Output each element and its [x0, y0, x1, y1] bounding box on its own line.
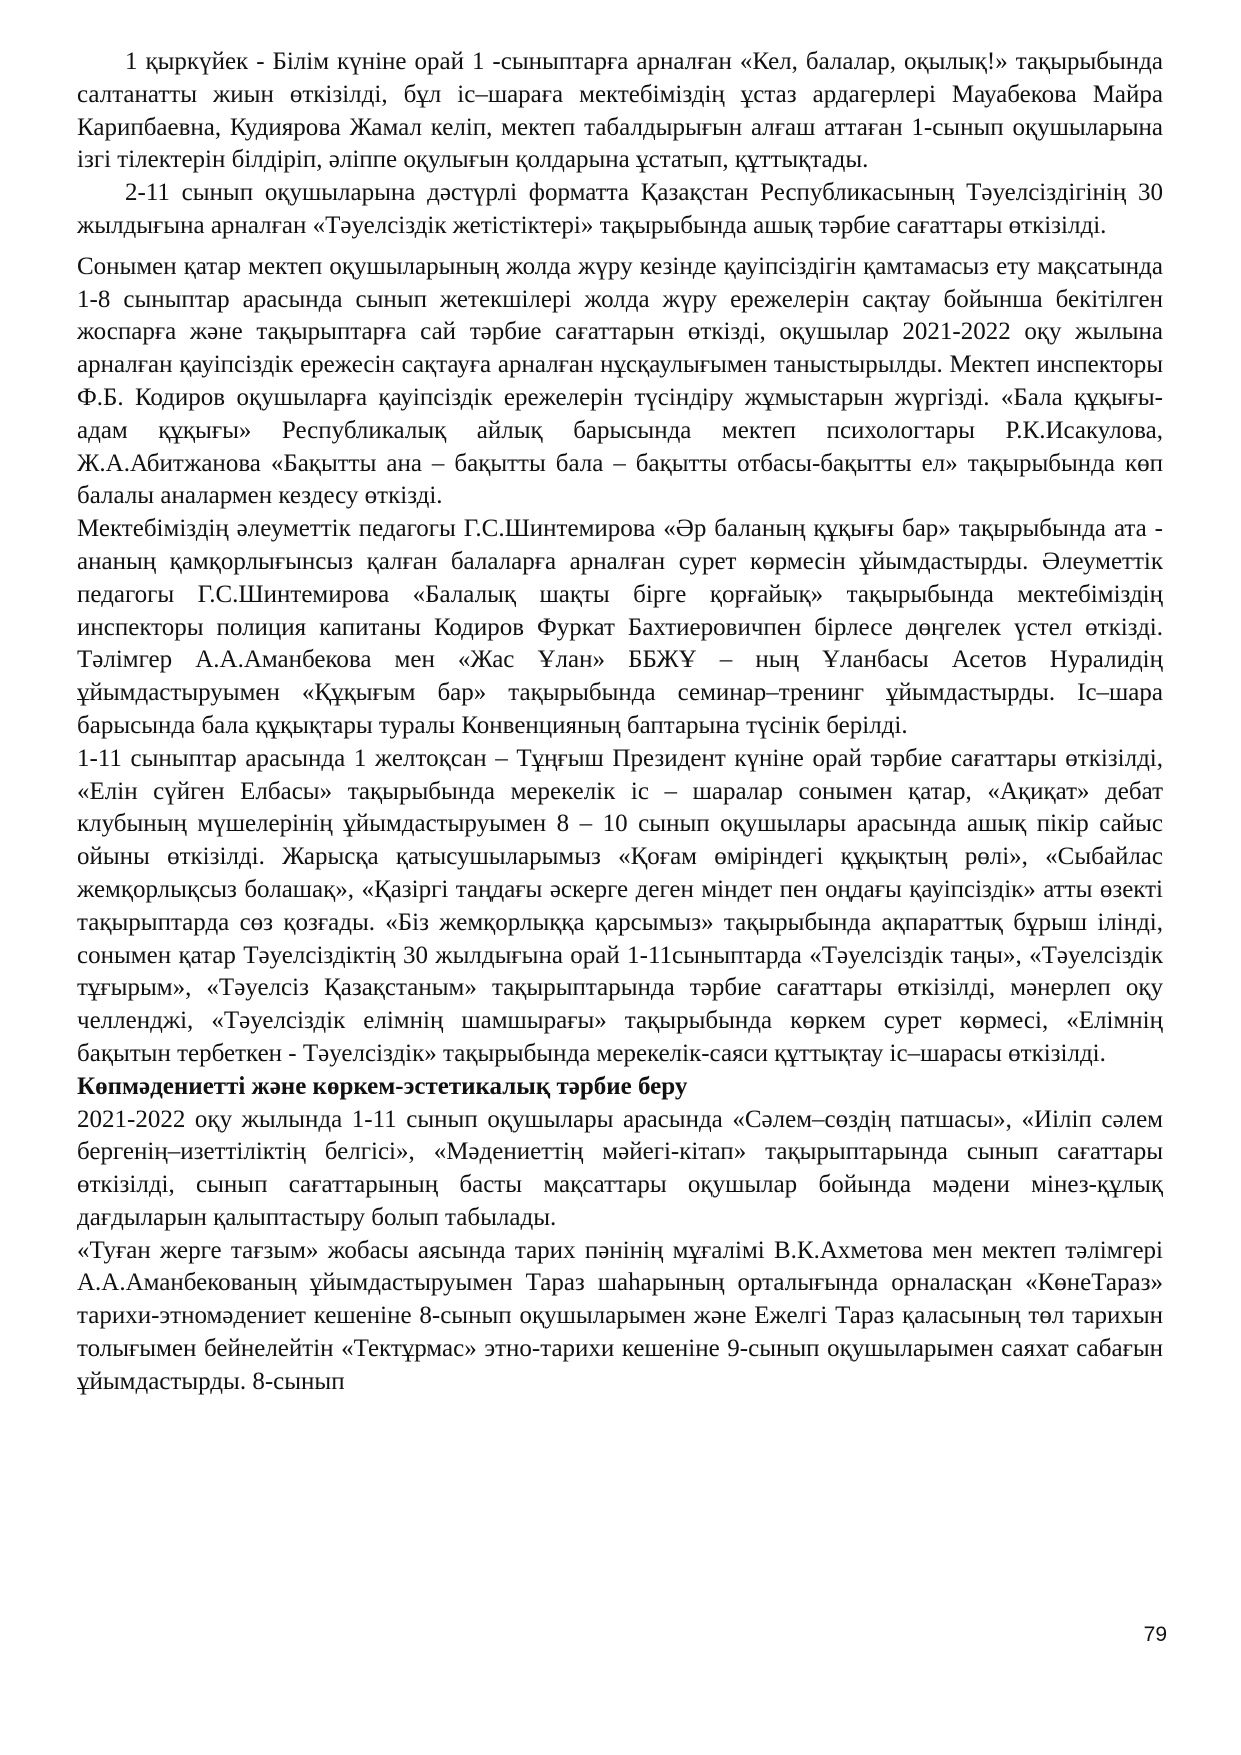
paragraph-class-hours: 2021-2022 оқу жылында 1-11 сынып оқушылары арасында «Сәлем–сөздің патшасы», «Иіліп сәлем бергенің–изеттіліктің белгісі», «Мәдениеттің мәйегі-кітап» тақырыптарында сынып сағаттары өткізілді, сынып сағаттарының басты мақсаттары оқушылар бойында мәдени мінез-құлық дағдыларын қалыптастыру болып табылады. [77, 1105, 1163, 1231]
paragraph-independence-lessons: 2-11 сынып оқушыларына дәстүрлі форматта Қазақстан Республикасының Тәуелсіздігінің 30 жылдығына арналған «Тәуелсіздік жетістіктері» тақырыбында ашық тәрбие сағаттары өткізілді. [77, 179, 1163, 239]
paragraph-road-safety: Сонымен қатар мектеп оқушыларының жолда жүру кезінде қауіпсіздігін қамтамасыз ету мақсатында 1-8 сыныптар арасында сынып жетекшілері жолда жүру ережелерін сақтау бойынша бекітілген жоспарға және тақырыптарға сай тәрбие сағаттарын өткізді, оқушылар 2021-2022 оқу жылына арналған қауіпсіздік ережесін сақтауға арналған нұсқаулығымен таныстырылды. Мектеп инспекторы Ф.Б. Кодиров оқушыларға қауіпсіздік ережелерін түсіндіру жұмыстарын жүргізді. «Бала құқығы-адам құқығы» Республикалық айлық барысында мектеп психологтары Р.К.Исакулова, Ж.А.Абитжанова «Бақытты ана – бақытты бала – бақытты отбасы-бақытты ел» тақырыбында көп балалы аналармен кездесу өткізді. [77, 252, 1163, 510]
page-number: 79 [1143, 1623, 1167, 1646]
paragraph-president-day: 1-11 сыныптар арасында 1 желтоқсан – Тұңғыш Президент күніне орай тәрбие сағаттары өткізілді, «Елін сүйген Елбасы» тақырыбында мерекелік іс – шаралар сонымен қатар, «Ақиқат» дебат клубының мүшелерінің ұйымдастыруымен 8 – 10 сынып оқушылары арасында ашық пікір сайыс ойыны өткізілді. Жарысқа қатысушыларымыз «Қоғам өміріндегі құқықтың рөлі», «Сыбайлас жемқорлықсыз болашақ», «Қазіргі таңдағы әскерге деген міндет пен оңдағы қауіпсіздік» атты өзекті тақырыптарда сөз қозғады. «Біз жемқорлыққа қарсымыз» тақырыбында ақпараттық бұрыш ілінді, сонымен қатар Тәуелсіздіктің 30 жылдығына орай 1-11сыныптарда «Тәуелсіздік таңы», «Тәуелсіздік тұғырым», «Тәуелсіз Қазақстаным» тақырыптарында тәрбие сағаттары өткізілді, мәнерлеп оқу челленджі, «Тәуелсіздік елімнің шамшырағы» тақырыбында көркем сурет көрмесі, «Елімнің бақытын тербеткен - Тәуелсіздік» тақырыбында мерекелік-саяси құттықтау іс–шарасы өткізілді. [77, 744, 1163, 1067]
section-heading: Көпмәдениетті және көркем-эстетикалық тәрбие беру [77, 1072, 688, 1100]
paragraph-child-rights: Мектебіміздің әлеуметтік педагогы Г.С.Шинтемирова «Әр баланың құқығы бар» тақырыбында ата - ананың қамқорлығынсыз қалған балаларға арналған сурет көрмесін ұйымдастырды. Әлеуметтік педагогы Г.С.Шинтемирова «Балалық шақты бірге қорғайық» тақырыбында мектебіміздің инспекторы полиция капитаны Кодиров Фуркат Бахтиеровичпен бірлесе дөңгелек үстел өткізді. Тәлімгер А.А.Аманбекова мен «Жас Ұлан» ББЖҰ – ның Ұланбасы Асетов Нуралидің ұйымдастыруымен «Құқығым бар» тақырыбында семинар–тренинг ұйымдастырды. Іс–шара барысында бала құқықтары туралы Конвенцияның баптарына түсінік берілді. [77, 515, 1163, 739]
paragraph-knowledge-day: 1 қыркүйек - Білім күніне орай 1 -сыныптарға арналған «Кел, балалар, оқылық!» тақырыбында салтанатты жиын өткізілді, бұл іс–шараға мектебіміздің ұстаз ардагерлері Мауабекова Майра Карипбаевна, Кудиярова Жамал келіп, мектеп табалдырығын алғаш аттаған 1-сынып оқушыларына ізгі тілектерін білдіріп, әліппе оқулығын қолдарына ұстатып, құттықтады. [77, 48, 1163, 174]
paragraph-excursion: «Туған жерге тағзым» жобасы аясында тарих пәнінің мұғалімі В.К.Ахметова мен мектеп тәлімгері А.А.Аманбекованың ұйымдастыруымен Тараз шаһарының орталығында орналасқан «КөнеТараз» тарихи-этномәдениет кешеніне 8-сынып оқушыларымен және Ежелгі Тараз қаласының төл тарихын толығымен бейнелейтін «Тектұрмас» этно-тарихи кешеніне 9-сынып оқушыларымен саяхат сабағын ұйымдастырды. 8-сынып [77, 1236, 1163, 1395]
document-body [77, 46, 1163, 1399]
